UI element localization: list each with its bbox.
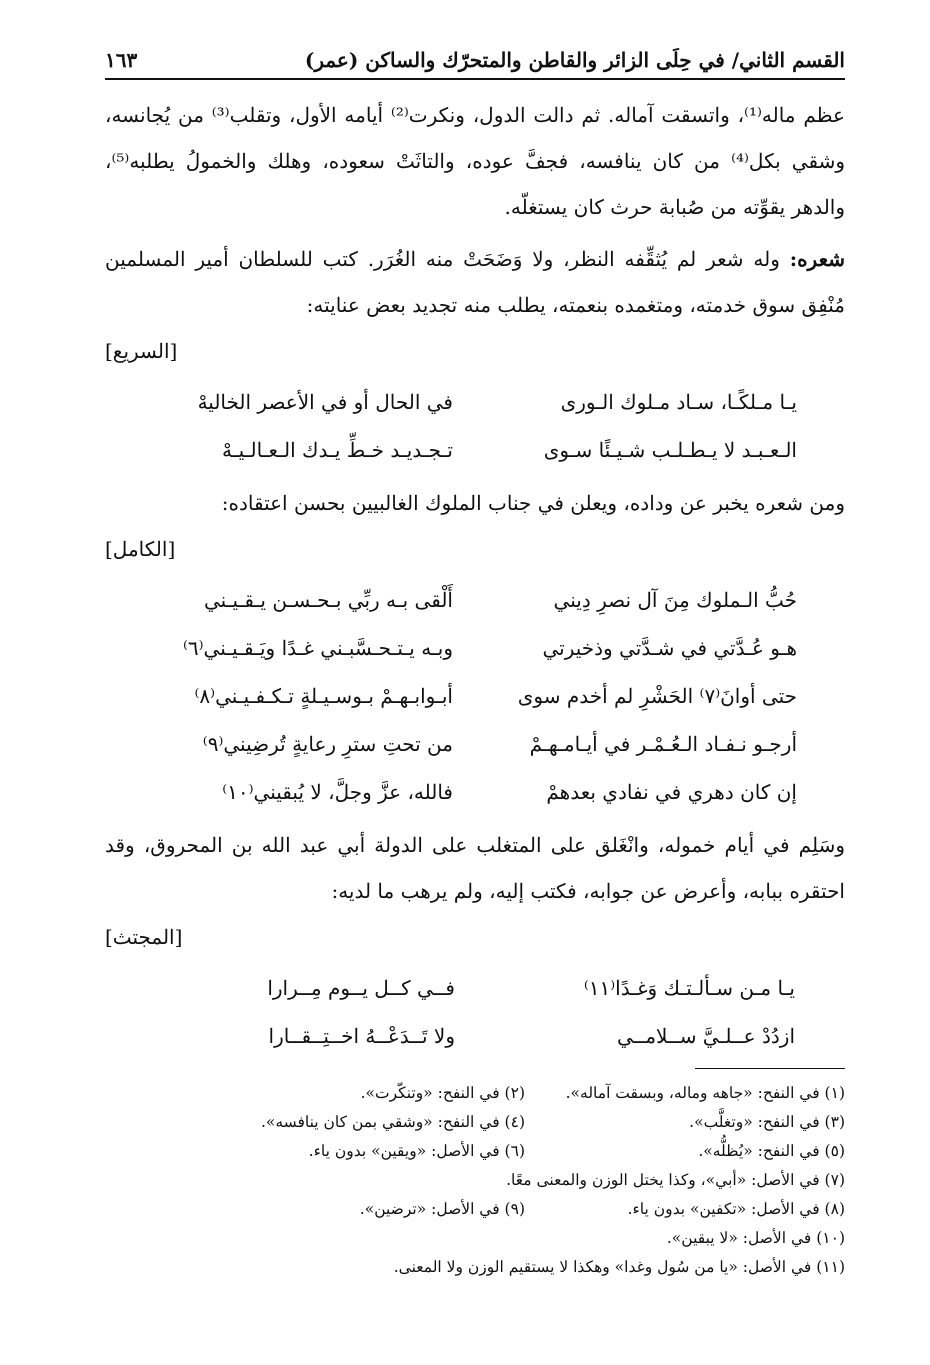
footnote-row	[105, 1079, 845, 1108]
footnote-row	[105, 1253, 845, 1282]
footnote-row	[105, 1108, 845, 1137]
footnote: (١١) في الأصل: «يا من سُول وغدا» وهكذا لا يستقيم الوزن ولا المعنى.	[393, 1258, 845, 1276]
verse	[105, 576, 845, 624]
poem-meter: [الكامل]	[105, 537, 176, 561]
poem-intro	[105, 480, 845, 572]
verse	[105, 720, 845, 768]
section-lead: شعره:	[789, 247, 845, 271]
footnote: (٦) في الأصل: «ويقين» بدون ياء.	[308, 1142, 525, 1160]
first-hemistich: يـا مـن سـألـتـك وَغـدًا⁽١١⁾	[583, 976, 795, 1000]
first-hemistich: حتى أوانَ⁽٧⁾ الحَشْرِ لم أخدم سوى	[517, 684, 797, 708]
first-hemistich: أرجـو نـفـاد الـعُـمْـر في أيـامـهـمْ	[529, 732, 797, 756]
footnote: (١) في النفح: «جاهه وماله، وبسقت آماله».	[565, 1084, 845, 1102]
footnotes	[105, 1068, 845, 1282]
footnote-row	[105, 1137, 845, 1166]
poem-intro-text: ومن شعره يخبر عن وداده، ويعلن في جناب الملوك الغالبيين بحسن اعتقاده:	[221, 491, 845, 515]
second-hemistich: في الحال أو في الأعصر الخاليهْ	[197, 390, 453, 414]
second-hemistich: أَلْقى بـه ربِّي بـحـسـن يـقـيـني	[203, 588, 453, 612]
verse	[105, 624, 845, 672]
main-text	[105, 92, 845, 1066]
verse	[105, 378, 845, 426]
footnote: (٧) في الأصل: «أبي»، وكذا يختل الوزن والمعنى معًا.	[506, 1171, 845, 1189]
first-hemistich: إن كان دهري في نفادي بعدهمْ	[546, 780, 797, 804]
poem-intro	[105, 236, 845, 374]
page-header	[105, 40, 845, 80]
footnote: (٩) في الأصل: «ترضين».	[359, 1200, 525, 1218]
first-hemistich: حُبُّ الـملوك مِنَ آل نصرِ دِيني	[553, 588, 797, 612]
running-title: القسم الثاني/ في حِلَى الزائر والقاطن والمتحرّك والساكن (عمر)	[304, 48, 845, 72]
poem	[105, 378, 845, 474]
second-hemistich: تـجـديـد خـطِّ يـدك الـعـالـيـهْ	[222, 438, 453, 462]
poem-intro-text: وله شعر لم يُثقِّفه النظر، ولا وَضَحَتْ منه الغُرَر. كتب للسلطان أمير المسلمين مُنْفِق سوق خدمته، ومتغمده بنعمته، يطلب منه تجديد بعض عنايته:	[105, 247, 845, 317]
verse	[105, 964, 845, 1012]
second-hemistich: فالله، عزَّ وجلَّ، لا يُبقيني⁽١٠⁾	[222, 780, 453, 804]
poem	[105, 964, 845, 1060]
poem-intro-text: وسَلِم في أيام خموله، وانْغَلق على المتغلب على الدولة أبي عبد الله بن المحروق، وقد احتقره ببابه، وأعرض عن جوابه، فكتب إليه، ولم يرهب ما لديه:	[105, 833, 845, 903]
first-hemistich: هـو عُـدَّتي في شـدَّتي وذخيرتي	[542, 636, 797, 660]
footnote: (٢) في النفح: «وتنكّرت».	[360, 1084, 525, 1102]
footnote: (٥) في النفح: «يُظلُّه».	[698, 1142, 845, 1160]
verse	[105, 672, 845, 720]
footnote-row	[105, 1166, 845, 1195]
second-hemistich: أبـوابـهـمْ بـوسـيـلةٍ تـكـفـيـني⁽٨⁾	[194, 684, 453, 708]
footnote: (٤) في النفح: «وشقي بمن كان ينافسه».	[260, 1113, 525, 1131]
page-number: ١٦٣	[105, 48, 138, 72]
second-hemistich: من تحتِ سترِ رعايةٍ تُرضِيني⁽٩⁾	[202, 732, 453, 756]
poem	[105, 576, 845, 816]
poem-meter: [المجتث]	[105, 925, 183, 949]
footnote: (٣) في النفح: «وتغلَّب».	[689, 1113, 845, 1131]
footnote: (٨) في الأصل: «تكفين» بدون ياء.	[627, 1200, 845, 1218]
verse	[105, 426, 845, 474]
footnote: (١٠) في الأصل: «لا يبقين».	[666, 1229, 845, 1247]
second-hemistich: فــي كــل يــوم مِــرارا	[267, 976, 455, 1000]
first-hemistich: ازدُدْ عــلـيَّ ســلامــي	[616, 1024, 795, 1048]
verse	[105, 768, 845, 816]
first-hemistich: الـعـبـد لا يـطـلـب شـيـئًا سـوى	[543, 438, 797, 462]
poem-meter: [السريع]	[105, 339, 178, 363]
footnote-rule	[695, 1068, 845, 1069]
footnote-row	[105, 1195, 845, 1224]
second-hemistich: ولا تَــدَعْــهُ اخــتِــقــارا	[268, 1024, 455, 1048]
second-hemistich: وبـه يـتـحـسَّبـني غـدًا ويَـقـيـني⁽٦⁾	[182, 636, 453, 660]
paragraph: عظم ماله⁽¹⁾، واتسقت آماله. ثم دالت الدول، ونكرت⁽²⁾ أيامه الأول، وتقلب⁽³⁾ من يُجانسه، وشقي بكل⁽⁴⁾ من كان ينافسه، فجفَّ عوده، والتاثَتْ سعوده، وهلك والخمولُ يطلبه⁽⁵⁾، والدهر يقوِّته من صُبابة حرث كان يستغلّه.	[105, 103, 845, 219]
verse	[105, 1012, 845, 1060]
poem-intro	[105, 822, 845, 960]
footnote-row	[105, 1224, 845, 1253]
first-hemistich: يـا مـلكًـا، سـاد مـلوك الـورى	[560, 390, 797, 414]
